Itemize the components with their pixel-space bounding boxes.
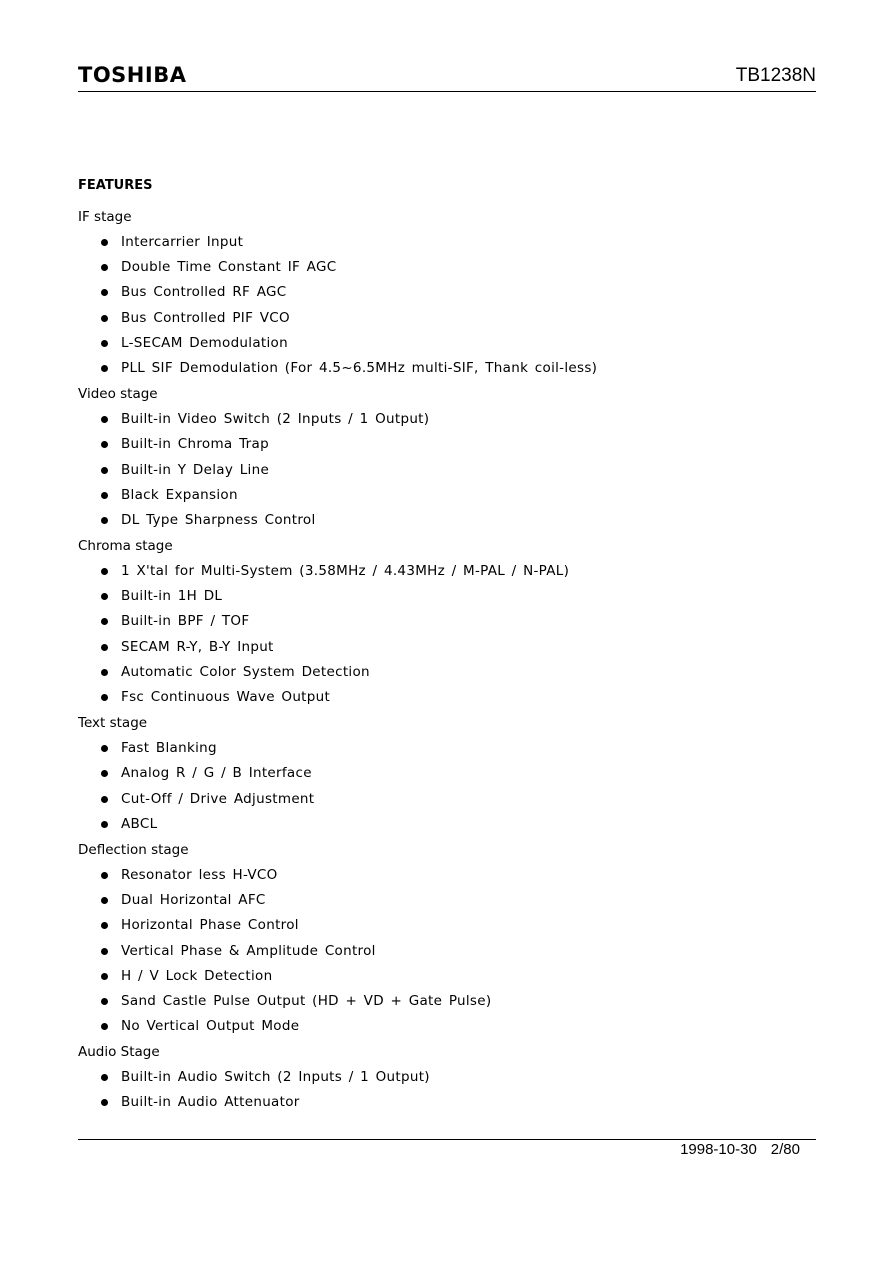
bullet-icon	[101, 1099, 108, 1106]
bullet-icon	[101, 315, 108, 322]
feature-item	[78, 559, 816, 584]
feature-item	[78, 685, 816, 710]
feature-item	[78, 1014, 816, 1039]
stage-section	[78, 710, 816, 837]
feature-item	[78, 280, 816, 305]
feature-item	[78, 635, 816, 660]
bullet-icon	[101, 948, 108, 955]
feature-item	[78, 483, 816, 508]
bullet-icon	[101, 897, 108, 904]
feature-item	[78, 1065, 816, 1090]
feature-item	[78, 356, 816, 381]
feature-text: Fsc Continuous Wave Output	[121, 689, 331, 705]
bullet-icon	[101, 365, 108, 372]
feature-text: Built-in 1H DL	[121, 588, 223, 605]
bullet-icon	[101, 593, 108, 600]
feature-text: Sand Castle Pulse Output (HD + VD + Gate Pulse)	[121, 992, 492, 1009]
feature-text: Built-in Audio Switch (2 Inputs / 1 Output)	[121, 1069, 430, 1086]
bullet-icon	[101, 340, 108, 347]
feature-item	[78, 863, 816, 888]
feature-item	[78, 1090, 816, 1115]
bullet-icon	[101, 416, 108, 423]
stage-title: Text stage	[78, 715, 148, 732]
feature-item	[78, 306, 816, 331]
feature-text: PLL SIF Demodulation (For 4.5~6.5MHz multi-SIF, Thank coil-less)	[121, 359, 598, 376]
feature-text: SECAM R-Y, B-Y Input	[121, 638, 274, 655]
stage-title: IF stage	[78, 209, 132, 225]
feature-item	[78, 331, 816, 356]
feature-text: Resonator less H-VCO	[121, 866, 278, 883]
page-footer	[680, 1141, 800, 1159]
feature-text: Automatic Color System Detection	[121, 663, 370, 680]
feature-text: Intercarrier Input	[121, 234, 244, 250]
bullet-icon	[101, 264, 108, 271]
bullet-icon	[101, 872, 108, 879]
stage-title: Video stage	[78, 386, 158, 403]
feature-item	[78, 255, 816, 280]
footer-divider	[78, 1139, 816, 1140]
bullet-icon	[101, 289, 108, 296]
stage-section	[78, 381, 816, 533]
feature-item	[78, 888, 816, 913]
feature-item	[78, 761, 816, 786]
bullet-icon	[101, 998, 108, 1005]
stage-title: Chroma stage	[78, 538, 173, 555]
bullet-icon	[101, 467, 108, 474]
bullet-icon	[101, 618, 108, 625]
feature-text: L-SECAM Demodulation	[121, 334, 288, 351]
feature-text: Black Expansion	[121, 486, 238, 503]
feature-text: Bus Controlled RF AGC	[121, 284, 287, 301]
feature-text: Built-in Audio Attenuator	[121, 1094, 300, 1111]
document-body	[78, 176, 816, 1116]
bullet-icon	[101, 644, 108, 651]
part-number: TB1238N	[735, 65, 816, 86]
feature-item	[78, 432, 816, 457]
toshiba-logo: TOSHIBA	[78, 63, 187, 87]
feature-list	[78, 736, 816, 837]
stage-section	[78, 204, 816, 381]
page-number: 2/80	[770, 1141, 800, 1158]
feature-list	[78, 407, 816, 533]
stage-list	[78, 204, 816, 1116]
feature-item	[78, 458, 816, 483]
bullet-icon	[101, 973, 108, 980]
bullet-icon	[101, 239, 108, 246]
stage-section	[78, 533, 816, 710]
feature-text: Vertical Phase & Amplitude Control	[121, 942, 376, 959]
feature-item	[78, 609, 816, 634]
feature-item	[78, 939, 816, 964]
feature-item	[78, 787, 816, 812]
bullet-icon	[101, 441, 108, 448]
stage-title: Deflection stage	[78, 841, 189, 858]
bullet-icon	[101, 568, 108, 575]
feature-text: DL Type Sharpness Control	[121, 511, 316, 528]
feature-text: Dual Horizontal AFC	[121, 892, 266, 909]
feature-item	[78, 660, 816, 685]
stage-section	[78, 837, 816, 1039]
bullet-icon	[101, 669, 108, 676]
feature-text: Built-in Video Switch (2 Inputs / 1 Output)	[121, 411, 430, 428]
bullet-icon	[101, 745, 108, 752]
bullet-icon	[101, 922, 108, 929]
feature-text: Double Time Constant IF AGC	[121, 259, 337, 276]
bullet-icon	[101, 796, 108, 803]
stage-title: Audio Stage	[78, 1044, 160, 1061]
stage-section	[78, 1039, 816, 1115]
feature-text: No Vertical Output Mode	[121, 1018, 300, 1035]
feature-item	[78, 964, 816, 989]
feature-item	[78, 736, 816, 761]
feature-list	[78, 230, 816, 381]
feature-text: 1 X'tal for Multi-System (3.58MHz / 4.43MHz / M-PAL / N-PAL)	[121, 563, 570, 580]
feature-text: Bus Controlled PIF VCO	[121, 309, 290, 326]
feature-list	[78, 1065, 816, 1115]
feature-item	[78, 508, 816, 533]
bullet-icon	[101, 1023, 108, 1030]
bullet-icon	[101, 1074, 108, 1081]
feature-text: Horizontal Phase Control	[121, 917, 299, 934]
feature-text: H / V Lock Detection	[121, 967, 273, 984]
feature-item	[78, 812, 816, 837]
bullet-icon	[101, 770, 108, 777]
feature-item	[78, 913, 816, 938]
feature-item	[78, 230, 816, 255]
bullet-icon	[101, 492, 108, 499]
feature-list	[78, 863, 816, 1039]
feature-text: ABCL	[121, 815, 158, 832]
feature-text: Fast Blanking	[121, 740, 217, 757]
page-header	[78, 62, 816, 92]
feature-text: Analog R / G / B Interface	[121, 765, 312, 782]
features-heading: FEATURES	[78, 178, 153, 193]
feature-item	[78, 407, 816, 432]
feature-text: Built-in Chroma Trap	[121, 436, 269, 453]
footer-date: 1998-10-30	[680, 1141, 757, 1158]
feature-item	[78, 584, 816, 609]
feature-text: Built-in BPF / TOF	[121, 613, 250, 630]
bullet-icon	[101, 821, 108, 828]
feature-list	[78, 559, 816, 710]
bullet-icon	[101, 517, 108, 524]
feature-text: Cut-Off / Drive Adjustment	[121, 790, 315, 807]
bullet-icon	[101, 694, 108, 701]
feature-item	[78, 989, 816, 1014]
feature-text: Built-in Y Delay Line	[121, 461, 270, 478]
